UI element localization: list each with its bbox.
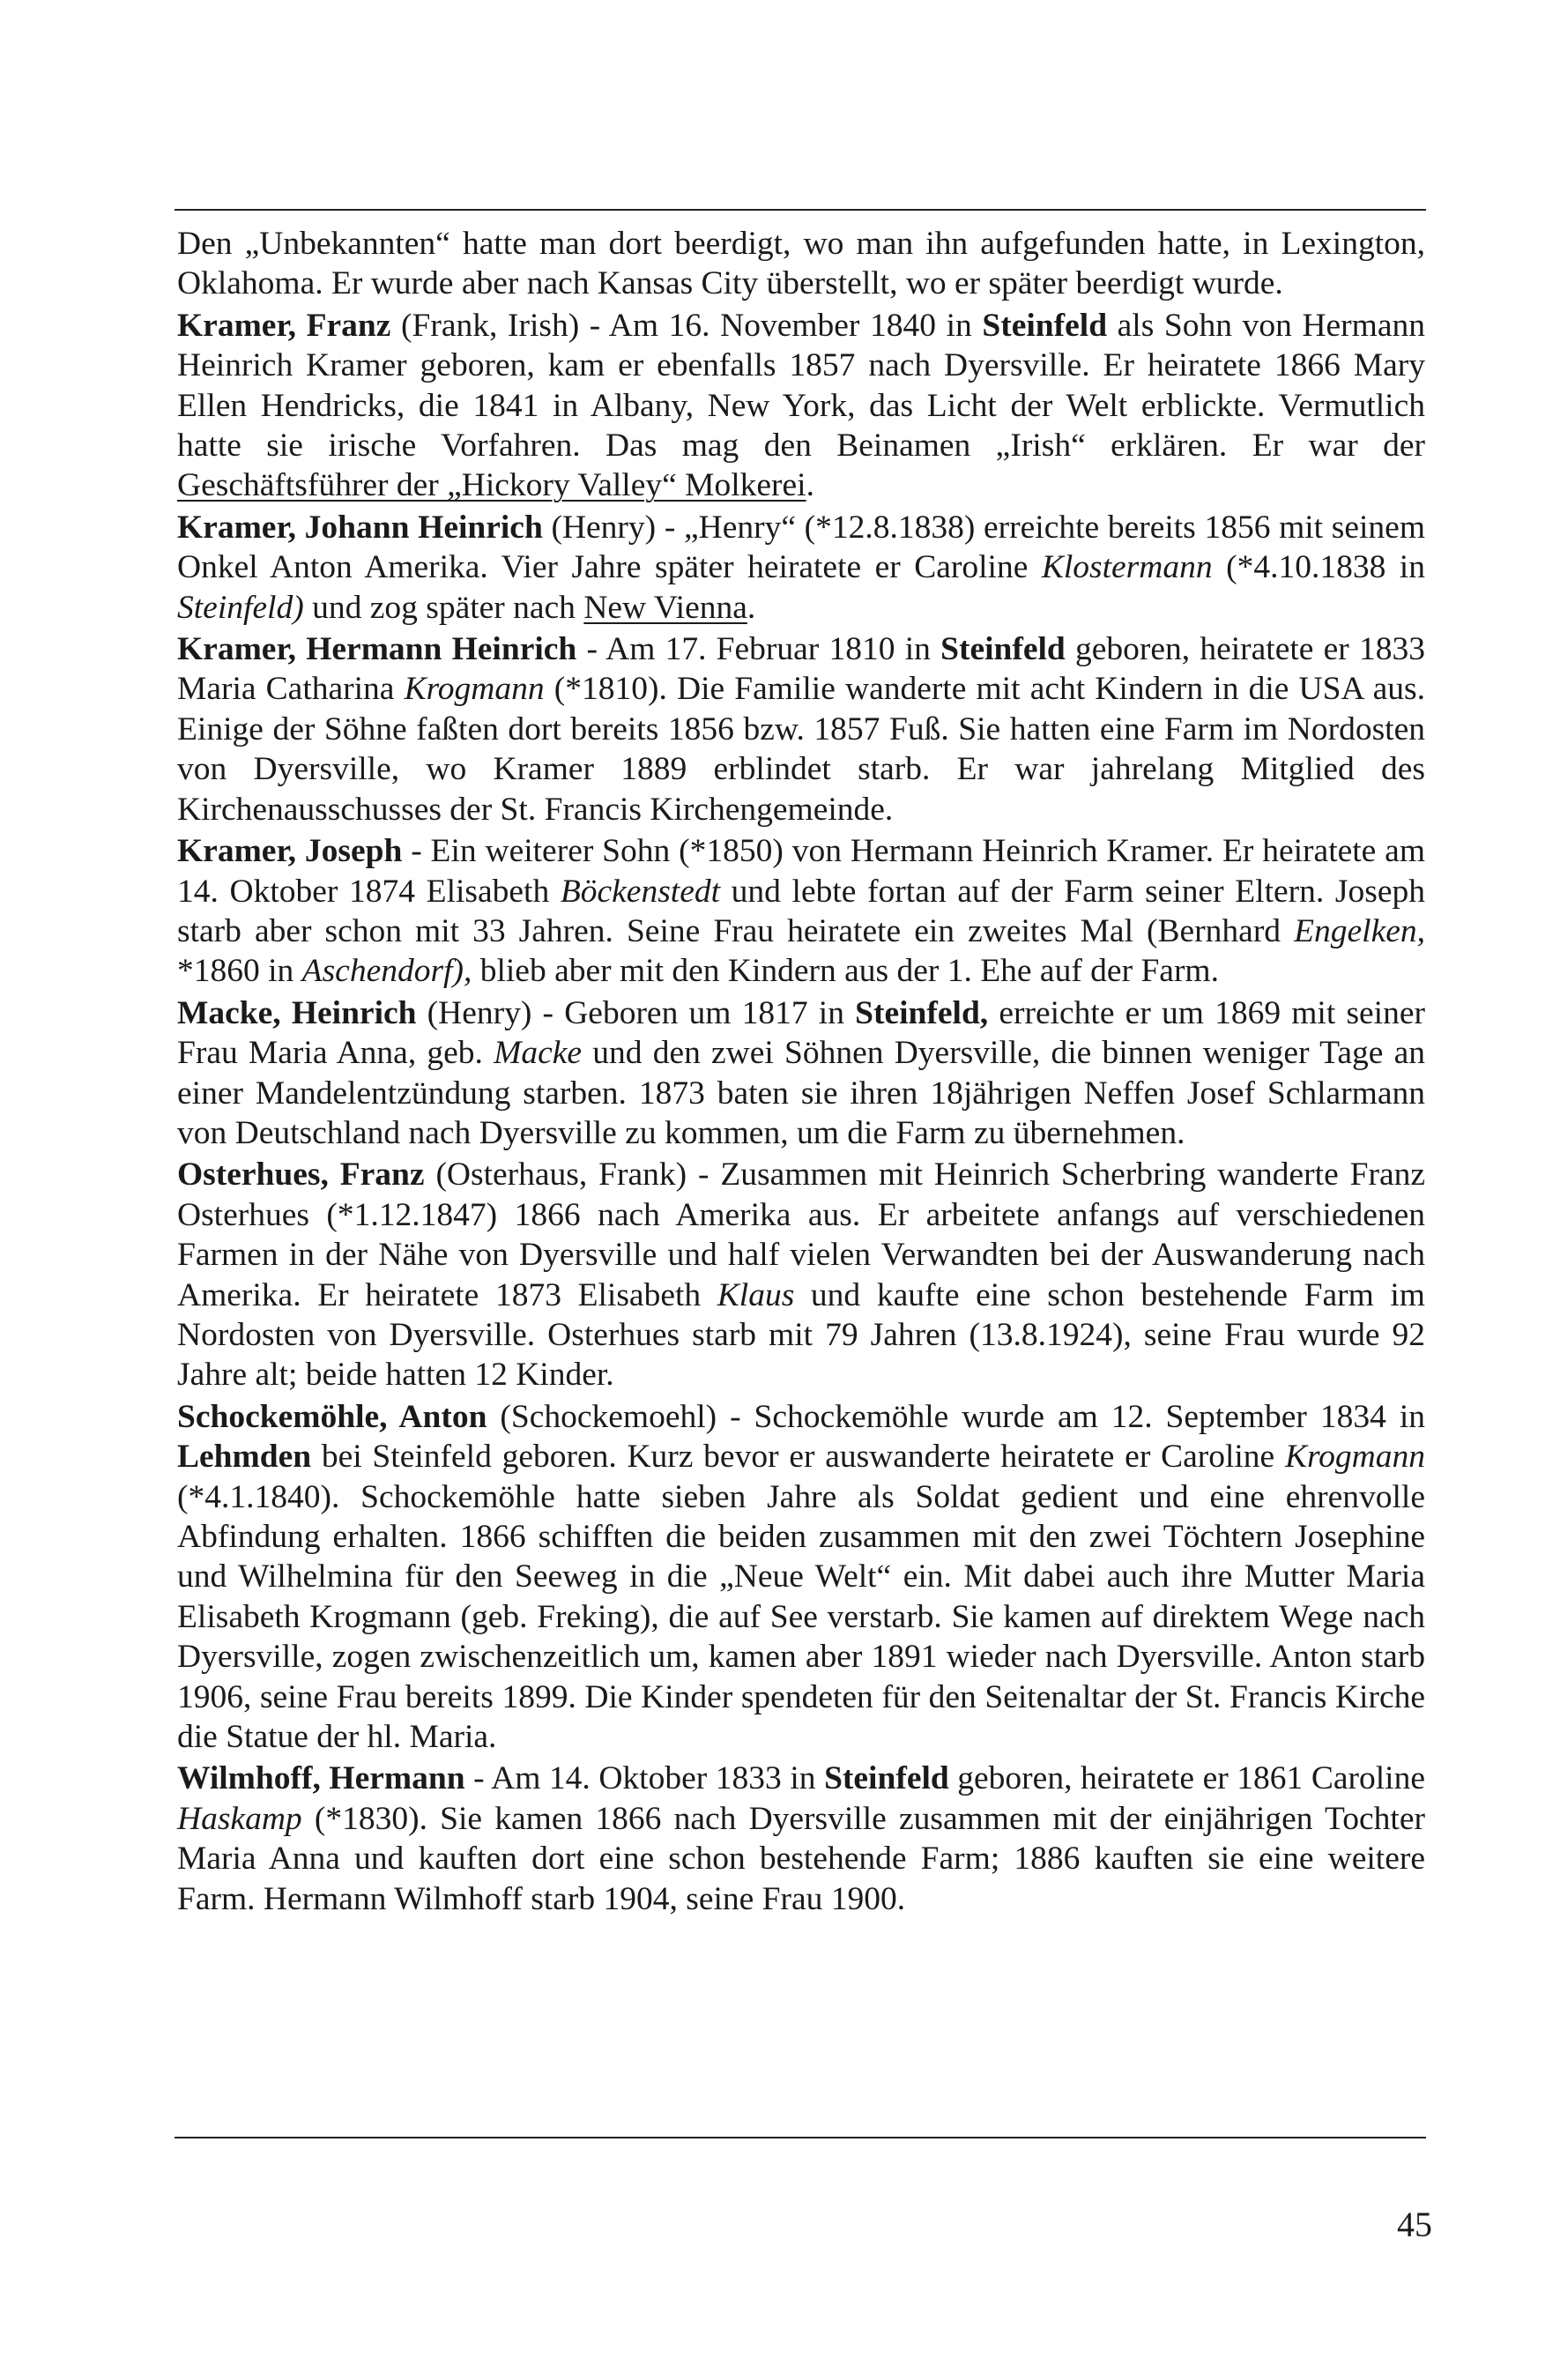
entry-name: Kramer, Joseph (177, 833, 403, 870)
entry-name: Kramer, Johann Heinrich (177, 509, 543, 546)
entry-text: . (806, 467, 814, 504)
entry-name: Macke, Heinrich (177, 994, 417, 1031)
italic-text: Klostermann (1041, 549, 1213, 586)
entry-text: (Osterhaus, Frank) - Zusammen mit Heinrich Scherbring wanderte Franz Osterhues (*1.12.1847) 1866 nach Amerika aus. Er arbeitete anfangs auf verschiedenen Farmen in der Nähe von Dyersville und half vielen Verwandten bei der Auswanderung nach Amerika. Er heiratete 1873 Elisabeth (177, 1157, 1425, 1313)
place-name: Steinfeld (982, 307, 1108, 344)
place-name: Steinfeld, (855, 994, 989, 1031)
italic-text: Krogmann (1284, 1439, 1425, 1476)
entry-schockemoehle-anton (177, 1397, 1425, 1758)
entry-text: und zog später nach (303, 589, 584, 626)
entry-osterhues-franz (177, 1155, 1425, 1395)
entry-name: Wilmhoff, Hermann (177, 1760, 465, 1797)
place-name: Lehmden (177, 1439, 312, 1476)
italic-text: Macke (494, 1035, 583, 1072)
bottom-rule (175, 2137, 1426, 2138)
intro-text: Den „Unbekannten“ hatte man dort beerdigt, wo man ihn aufgefunden hatte, in Lexington, Oklahoma. Er wurde aber nach Kansas City überstellt, wo er später beerdigt wurde. (177, 226, 1425, 302)
page-body (177, 224, 1425, 1921)
entry-text: (*4.10.1838 in (1212, 549, 1425, 586)
entry-kramer-franz (177, 306, 1425, 506)
entry-text: *1860 in (177, 953, 302, 990)
entry-name: Kramer, Hermann Heinrich (177, 631, 577, 668)
entry-wilmhoff-hermann (177, 1759, 1425, 1919)
entry-text: (Henry) - Geboren um 1817 in (416, 994, 856, 1031)
entry-text: und den zwei Söhnen Dyersville, die binnen weniger Tage an einer Mandelentzündung starben. 1873 baten sie ihren 18jährigen Neffen Josef Schlarmann von Deutschland nach Dyersville zu kommen, um die Farm zu übernehmen. (177, 1035, 1425, 1151)
entry-text: . (747, 589, 756, 626)
italic-text: Böckenstedt (560, 873, 721, 910)
entry-text: (Frank, Irish) - Am 16. November 1840 in (390, 307, 983, 344)
entry-name: Osterhues, Franz (177, 1157, 425, 1194)
italic-text: Engelken, (1294, 912, 1425, 949)
entry-name: Kramer, Franz (177, 307, 391, 344)
entry-name: Schockemöhle, Anton (177, 1398, 487, 1435)
entry-text: (*4.1.1840). Schockemöhle hatte sieben Jahre als Soldat gedient und eine ehrenvolle Abfindung erhalten. 1866 schifften die beiden zusammen mit den zwei Töchtern Josephine und Wilhelmina für den Seeweg in die „Neue Welt“ ein. Mit dabei auch ihre Mutter Maria Elisabeth Krogmann (geb. Freking), die auf See verstarb. Sie kamen auf direktem Wege nach Dyersville, zogen zwischenzeitlich um, kamen aber 1891 wieder nach Dyersville. Anton starb 1906, seine Frau bereits 1899. Die Kinder spendeten für den Seitenaltar der St. Francis Kirche die Statue der hl. Maria. (177, 1478, 1425, 1756)
italic-text: Krogmann (404, 671, 545, 708)
top-rule (175, 209, 1426, 211)
entry-text: und lebte fortan auf der Farm seiner Eltern. Joseph starb aber schon mit 33 Jahren. Seine Frau heiratete ein zweites Mal (Bernhard (177, 873, 1425, 949)
underlined-text: New Vienna (583, 589, 747, 626)
entry-kramer-joseph (177, 831, 1425, 992)
entry-text: als Sohn von Hermann Heinrich Kramer geboren, kam er ebenfalls 1857 nach Dyersville. Er heiratete 1866 Mary Ellen Hendricks, die 1841 in Albany, New York, das Licht der Welt erblickte. Vermutlich hatte sie irische Vorfahren. Das mag den Beinamen „Irish“ erklären. Er war der (177, 307, 1425, 465)
entry-kramer-hermann-heinrich (177, 629, 1425, 829)
italic-text: Aschendorf), (301, 953, 472, 990)
intro-paragraph (177, 224, 1425, 304)
entry-text: (*1830). Sie kamen 1866 nach Dyersville zusammen mit der einjährigen Tochter Maria Anna und kauften dort eine schon bestehende Farm; 1886 kauften sie eine weitere Farm. Hermann Wilmhoff starb 1904, seine Frau 1900. (177, 1800, 1425, 1917)
entry-text: blieb aber mit den Kindern aus der 1. Ehe auf der Farm. (472, 953, 1219, 990)
entry-text: geboren, heiratete er 1861 Caroline (948, 1760, 1425, 1797)
italic-text: Klaus (717, 1276, 795, 1313)
entry-text: (Schockemoehl) - Schockemöhle wurde am 12. September 1834 in (487, 1398, 1425, 1435)
entry-text: (Henry) - „Henry“ (*12.8.1838) erreichte bereits 1856 mit seinem Onkel Anton Amerika. Vier Jahre später heiratete er Caroline (177, 509, 1425, 586)
entry-text: geboren, heiratete er 1833 Maria Catharina (177, 631, 1425, 708)
entry-text: bei Steinfeld geboren. Kurz bevor er auswanderte heiratete er Caroline (311, 1439, 1285, 1476)
entry-text: (*1810). Die Familie wanderte mit acht Kindern in die USA aus. Einige der Söhne faßten dort bereits 1856 bzw. 1857 Fuß. Sie hatten eine Farm im Nordosten von Dyersville, wo Kramer 1889 erblindet starb. Er war jahrelang Mitglied des Kirchenausschusses der St. Francis Kirchengemeinde. (177, 671, 1426, 828)
entry-text: - Am 14. Oktober 1833 in (464, 1760, 825, 1797)
entry-text: - Ein weiterer Sohn (*1850) von Hermann Heinrich Kramer. Er heiratete am 14. Oktober 1874 Elisabeth (177, 833, 1425, 910)
italic-text: Steinfeld) (177, 589, 304, 626)
place-name: Steinfeld (824, 1760, 949, 1797)
entry-text: erreichte er um 1869 mit seiner Frau Maria Anna, geb. (177, 994, 1425, 1072)
underlined-text: Geschäftsführer der „Hickory Valley“ Molkerei (177, 467, 806, 504)
entry-kramer-johann-heinrich (177, 508, 1425, 628)
entry-macke-heinrich (177, 993, 1425, 1154)
place-name: Steinfeld (940, 631, 1066, 668)
entry-text: - Am 17. Februar 1810 in (576, 631, 941, 668)
italic-text: Haskamp (177, 1800, 302, 1837)
entry-text: und kaufte eine schon bestehende Farm im Nordosten von Dyersville. Osterhues starb mit 79 Jahren (13.8.1924), seine Frau wurde 92 Jahre alt; beide hatten 12 Kinder. (177, 1276, 1425, 1394)
page-number: 45 (1397, 2205, 1432, 2244)
